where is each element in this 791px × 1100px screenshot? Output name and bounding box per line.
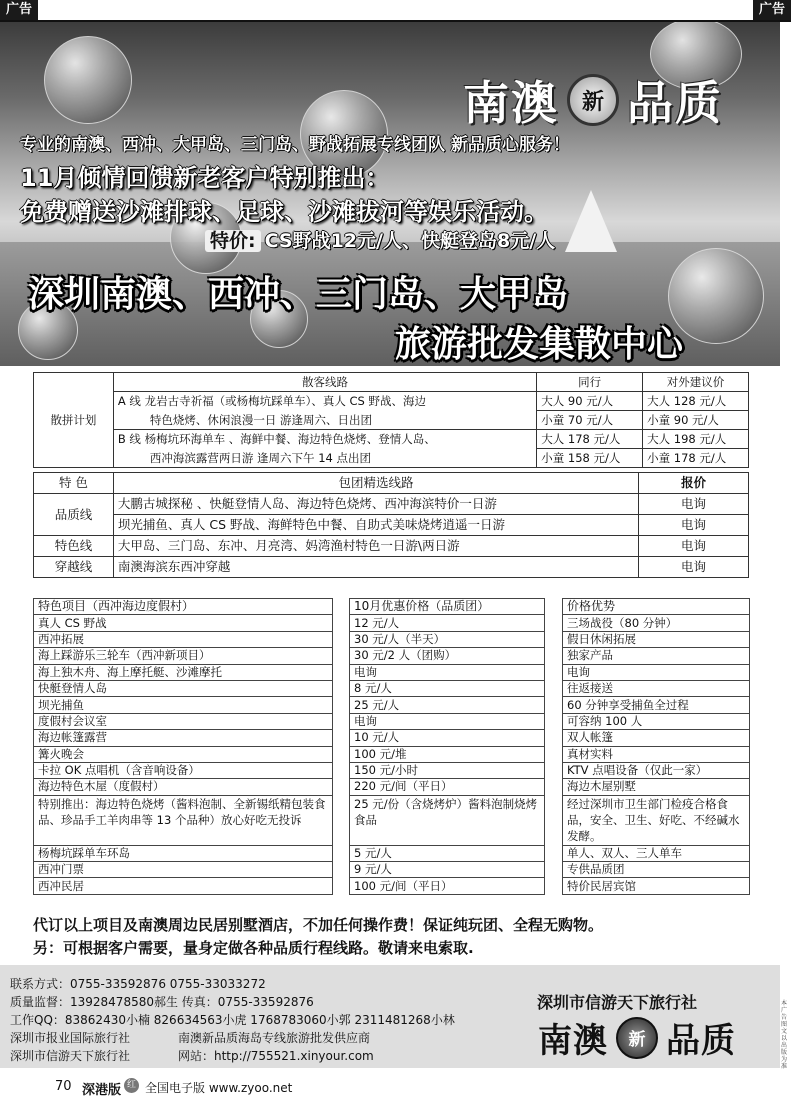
quote-phone: 电询 — [639, 557, 749, 578]
brand-xin-badge: 新 — [616, 1017, 658, 1059]
brand-xin-badge: 新 — [567, 74, 619, 126]
headline-center: 旅游批发集散中心 — [395, 324, 684, 365]
project-advantages-table — [562, 598, 750, 895]
project-advantage-row: 双人帐篷 — [563, 730, 750, 746]
project-advantage-row: 三场战役（80 分钟） — [563, 615, 750, 631]
a-retail-adult: 大人 128 元/人 — [643, 392, 749, 411]
project-advantage-row: 海边木屋别墅 — [563, 779, 750, 795]
b-retail-adult: 大人 198 元/人 — [643, 430, 749, 449]
a-retail-child: 小童 90 元/人 — [643, 411, 749, 430]
header-quote: 报价 — [639, 473, 749, 494]
project-price-row: 100 元/堆 — [350, 746, 545, 762]
cross-line-label: 穿越线 — [34, 557, 114, 578]
project-price-row: 8 元/人 — [350, 680, 545, 696]
project-price-row: 电询 — [350, 664, 545, 680]
special-text: CS野战12元/人、快艇登岛8元/人 — [264, 230, 556, 252]
project-price-row: 220 元/间（平日） — [350, 779, 545, 795]
ad-label-left: 广告 — [0, 0, 38, 20]
quality-route-1: 大鹏古城探秘 、快艇登情人岛、海边特色烧烤、西冲海滨特价一日游 — [113, 494, 638, 515]
page-number: 70 — [55, 1079, 72, 1094]
project-item-row: 海上踩游乐三轮车（西冲新项目） — [34, 648, 333, 664]
project-item-row: 度假村会议室 — [34, 713, 333, 729]
project-price-row: 25 元/人 — [350, 697, 545, 713]
header-route: 散客线路 — [113, 373, 536, 392]
project-item-row: 海上独木舟、海上摩托艇、沙滩摩托 — [34, 664, 333, 680]
project-advantage-row: 真材实料 — [563, 746, 750, 762]
sailboat-icon — [565, 190, 617, 252]
page-footer — [0, 1073, 791, 1100]
header-retail: 对外建议价 — [643, 373, 749, 392]
project-advantage-row: 特价民居宾馆 — [563, 878, 750, 894]
contact-qq: 工作QQ：83862430小楠 826634563小虎 1768783060小郭 2311481268小林 — [10, 1013, 455, 1027]
quality-route-2: 坝光捕鱼、真人 CS 野战、海鲜特色中餐、自助式美味烧烤逍遥一日游 — [113, 515, 638, 536]
project-advantage-row: KTV 点唱设备（仅此一家） — [563, 762, 750, 778]
slogan-promo: 11月倾情回馈新老客户特别推出： — [20, 164, 390, 192]
quote-phone: 电询 — [639, 536, 749, 557]
ad-label-right: 广告 — [753, 0, 791, 20]
brand-left: 南澳 — [538, 1021, 608, 1061]
line-a-text-2: 特色烧烤、休闲浪漫一日 游逢周六、日出团 — [113, 411, 536, 430]
project-price-header: 10月优惠价格（品质团） — [350, 599, 545, 615]
special-label: 特价: — [205, 230, 261, 252]
feature-route-1: 大甲岛、三门岛、东冲、月亮湾、妈湾渔村特色一日游\两日游 — [113, 536, 638, 557]
line-b-text-1: B 线 杨梅坑环海单车 、海鲜中餐、海边特色烧烤、登情人岛、 — [113, 430, 536, 449]
project-advantage-row: 独家产品 — [563, 648, 750, 664]
photo-bubble — [44, 36, 132, 124]
line-b-text-2: 西冲海滨露营两日游 逢周六下午 14 点出团 — [113, 449, 536, 468]
b-retail-child: 小童 178 元/人 — [643, 449, 749, 468]
project-item-row: 卡拉 OK 点唱机（含音响设备） — [34, 762, 333, 778]
group-tour-table — [33, 472, 749, 578]
a-peer-adult: 大人 90 元/人 — [537, 392, 643, 411]
project-price-row: 5 元/人 — [350, 845, 545, 861]
project-price-row: 电询 — [350, 713, 545, 729]
project-advantage-row: 单人、双人、三人单车 — [563, 845, 750, 861]
header-peer: 同行 — [537, 373, 643, 392]
contact-website[interactable]: 网站：http://755521.xinyour.com — [178, 1049, 374, 1063]
contact-supervision: 质量监督：13928478580郝生 传真：0755-33592876 — [10, 995, 314, 1009]
footer-site[interactable]: 全国电子版 www.zyoo.net — [145, 1081, 293, 1095]
b-peer-adult: 大人 178 元/人 — [537, 430, 643, 449]
project-item-row: 杨梅坑踩单车环岛 — [34, 845, 333, 861]
project-item-row: 西冲拓展 — [34, 631, 333, 647]
brand-logo-bottom — [538, 1013, 736, 1062]
project-item-row: 海边特色木屋（度假村） — [34, 779, 333, 795]
project-advantage-header: 价格优势 — [563, 599, 750, 615]
project-items-table — [33, 598, 333, 895]
line-a-text-1: A 线 龙岩古寺祈福（或杨梅坑踩单车）、真人 CS 野战、海边 — [113, 392, 536, 411]
project-item-row: 篝火晚会 — [34, 746, 333, 762]
quality-line-label: 品质线 — [34, 494, 114, 536]
edition-label: 深港版 — [82, 1083, 122, 1098]
project-advantage-special-row: 经过深圳市卫生部门检疫合格食品，安全、卫生、好吃、不经碱水发酵。 — [563, 795, 750, 845]
agency-name: 深圳市信游天下旅行社 — [537, 993, 698, 1012]
project-item-row: 快艇登情人岛 — [34, 680, 333, 696]
project-item-row: 坝光捕鱼 — [34, 697, 333, 713]
project-price-row: 12 元/人 — [350, 615, 545, 631]
project-price-row: 9 元/人 — [350, 862, 545, 878]
cross-route-1: 南澳海滨东西冲穿越 — [113, 557, 638, 578]
project-prices-table — [349, 598, 545, 895]
special-offer — [205, 226, 555, 253]
b-peer-child: 小童 158 元/人 — [537, 449, 643, 468]
project-item-row: 海边帐篷露营 — [34, 730, 333, 746]
quote-phone: 电询 — [639, 515, 749, 536]
project-item-special-row: 特别推出：海边特色烧烤（酱料泡制、全新锡纸精包装食品、珍品手工羊肉串等 13 个品种）放心好吃无投诉 — [34, 795, 333, 845]
contact-agency-2: 深圳市信游天下旅行社 — [10, 1049, 131, 1063]
project-advantage-row: 电询 — [563, 664, 750, 680]
project-price-row: 30 元/人（半天） — [350, 631, 545, 647]
notice-custom: 另：可根据客户需要，量身定做各种品质行程线路。敬请来电索取. — [33, 939, 474, 957]
slogan-gifts: 免费赠送沙滩排球、足球、沙滩拔河等娱乐活动。 — [20, 198, 548, 226]
a-peer-child: 小童 70 元/人 — [537, 411, 643, 430]
project-price-row: 30 元/2 人（团购） — [350, 648, 545, 664]
project-price-special-row: 25 元/份（含烧烤炉）酱料泡制烧烤食品 — [350, 795, 545, 845]
edition-badge: 红 — [124, 1078, 139, 1093]
project-item-row: 西冲门票 — [34, 862, 333, 878]
project-item-row: 真人 CS 野战 — [34, 615, 333, 631]
project-advantage-row: 往返接送 — [563, 680, 750, 696]
scatter-plan-label: 散拼计划 — [34, 373, 114, 468]
notice-no-fee: 代订以上项目及南澳周边民居别墅酒店，不加任何操作费！保证纯玩团、全程无购物。 — [33, 916, 604, 934]
scatter-tour-table — [33, 372, 749, 468]
project-price-row: 150 元/小时 — [350, 762, 545, 778]
project-advantage-row: 可容纳 100 人 — [563, 713, 750, 729]
project-item-header: 特色项目（西冲海边度假村） — [34, 599, 333, 615]
side-note: 本广告图文以出版为准 — [781, 1000, 788, 1070]
project-advantage-row: 假日休闲拓展 — [563, 631, 750, 647]
project-price-row: 100 元/间（平日） — [350, 878, 545, 894]
header-group-route: 包团精选线路 — [113, 473, 638, 494]
quote-phone: 电询 — [639, 494, 749, 515]
header-feature: 特 色 — [34, 473, 114, 494]
brand-right: 品质 — [627, 76, 723, 130]
banner — [0, 22, 780, 366]
feature-line-label: 特色线 — [34, 536, 114, 557]
contact-phone: 联系方式：0755-33592876 0755-33033272 — [10, 977, 266, 991]
slogan-service: 专业的南澳、西冲、大甲岛、三门岛、野战拓展专线团队 新品质心服务！ — [20, 135, 570, 155]
brand-logo — [463, 60, 763, 140]
brand-left: 南澳 — [463, 76, 559, 130]
project-price-row: 10 元/人 — [350, 730, 545, 746]
contact-supplier: 南澳新品质海岛专线旅游批发供应商 — [178, 1031, 371, 1045]
contact-agency-1: 深圳市报业国际旅行社 — [10, 1031, 131, 1045]
project-advantage-row: 专供品质团 — [563, 862, 750, 878]
headline-destinations: 深圳南澳、西冲、三门岛、大甲岛 — [28, 274, 569, 315]
project-advantage-row: 60 分钟享受捕鱼全过程 — [563, 697, 750, 713]
brand-right: 品质 — [666, 1021, 736, 1061]
project-item-row: 西冲民居 — [34, 878, 333, 894]
